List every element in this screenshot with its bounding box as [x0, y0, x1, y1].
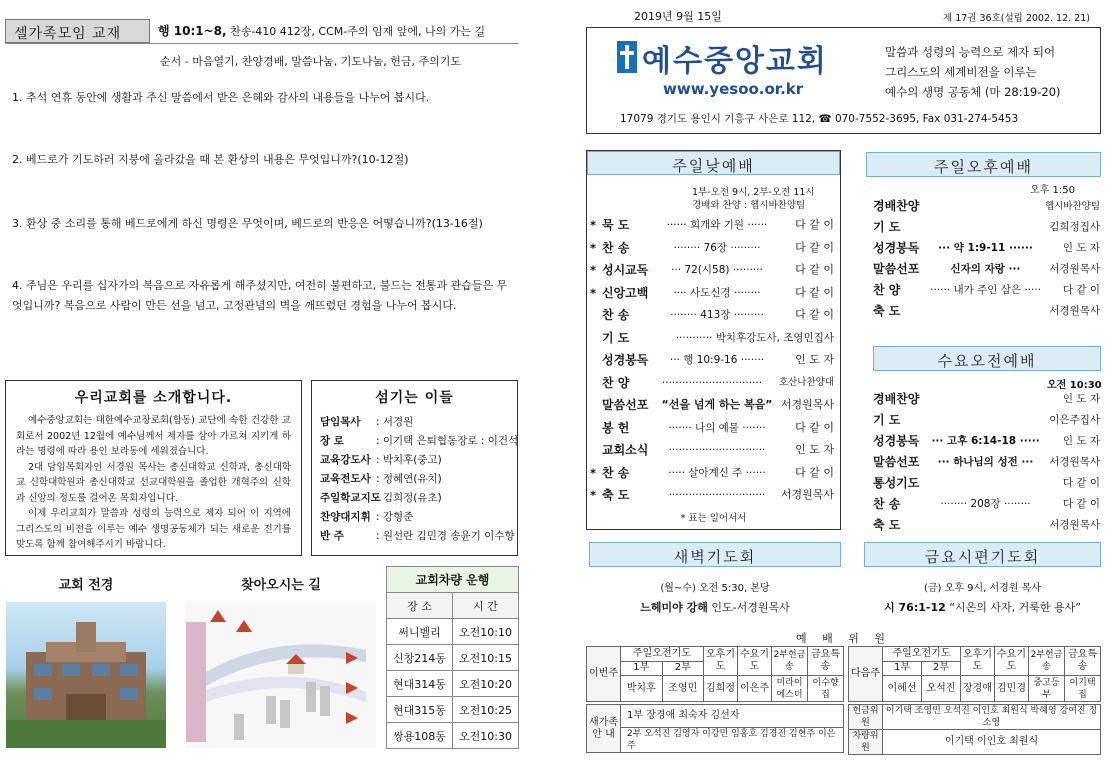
cell-verse-songs: 찬송-410 412장, CCM-주의 임재 앞에, 나의 가는 길 [226, 25, 486, 38]
bus-time: 오전10:25 [452, 697, 518, 723]
order-label: 찬 송 [602, 308, 630, 322]
order-label: 찬 송 [602, 240, 630, 255]
head-offering-song: 2부헌금송 [1029, 647, 1065, 676]
bus-head-place: 장 소 [387, 593, 453, 619]
committee-cell: 박치후 [621, 676, 663, 702]
order-leader: 서경원목사 [780, 398, 834, 411]
order-row [873, 238, 1100, 259]
order-content: ······ 회개와 기원 ······ [666, 219, 768, 231]
order-row [590, 214, 834, 237]
friday-prayer-verse: 시 76:1-12 [884, 601, 946, 614]
server-name: : 이기택 은퇴협동장로 : 이건석 [376, 435, 519, 447]
wednesday-order-list [873, 389, 1100, 536]
friday-prayer-text [864, 599, 1101, 615]
order-leader: 다 같 이 [795, 218, 834, 231]
committee-this-week-table [586, 646, 844, 702]
order-content: ······· 나의 예물 ······· [668, 421, 766, 434]
stand-mark: * [590, 263, 597, 277]
stand-mark: * [590, 465, 597, 480]
question-1: 1. 추석 연휴 동안에 생활과 주신 말씀에서 받은 은혜와 감사의 내용들을 나누어 봅시다. [12, 91, 430, 104]
order-label: 말씀선포 [873, 455, 920, 469]
motto-line: 말씀과 성령의 능력으로 제자 되어 [885, 45, 1056, 59]
map-title: 찾아오시는 길 [241, 578, 321, 593]
server-row [320, 508, 509, 527]
photo-title: 교회 전경 [58, 578, 114, 593]
order-label: 경배찬양 [873, 199, 920, 213]
server-row [320, 451, 509, 470]
dawn-prayer-text [589, 599, 841, 615]
committee-cell: 이수향집 [808, 676, 844, 702]
cross-logo-icon [617, 41, 637, 73]
dawn-prayer-header [589, 542, 841, 567]
table-row [387, 645, 519, 671]
committee-cell: 이은주 [738, 676, 772, 702]
order-content: ··· 고후 6:14-18 ····· [931, 435, 1040, 447]
new-family-part1: 1부 장경애 최숙자 김선자 [621, 705, 844, 728]
motto-line: 예수의 생명 공동체 (마 28:19-20) [885, 85, 1061, 99]
church-intro-paragraph: 이제 우리교회가 말씀과 성령의 능력으로 제자 되어 이 지역에 그리스도의 비전을 이루는 예수 생명공동체가 되는 새로운 전기를 맞도록 함께 참여해주시기 바랍니다. [16, 508, 291, 550]
order-content: ····· 살아계신 주 ······ [668, 466, 766, 479]
head-part1: 1부 [621, 661, 663, 676]
order-leader: 서경원목사 [1049, 456, 1100, 468]
order-row [873, 389, 1100, 410]
afternoon-service-title: 주일오후예배 [934, 158, 1033, 176]
order-row [873, 494, 1100, 515]
table-row [387, 723, 519, 749]
church-intro-paragraph: 예수중앙교회는 대한예수교장로회(합동) 교단에 속한 건강한 교회로서 2002년 12월에 예수님께서 제자를 삼아 가르쳐 지키게 하라는 명령에 따라 용인 보라동에 세워졌습니다. [16, 415, 291, 457]
order-content: 신자의 자랑 ··· [950, 263, 1021, 275]
stand-mark: * [590, 218, 597, 232]
server-role: 찬양대지휘 [320, 511, 371, 523]
order-row [590, 304, 834, 327]
server-name: : 강형준 [376, 511, 414, 523]
bulletin-date: 2019년 9월 15일 [634, 10, 722, 23]
server-row [320, 527, 515, 546]
stand-mark: * [590, 285, 597, 300]
counter-members: 이기택 조영민 오석진 이인호 최원식 박혜영 강여진 정소영 [883, 705, 1101, 730]
order-leader: 다 같 이 [795, 285, 834, 299]
stand-mark: * [590, 240, 597, 255]
order-label: 묵 도 [602, 218, 630, 232]
friday-prayer-header [864, 542, 1101, 567]
order-leader: 인 도 자 [795, 353, 834, 366]
order-content: ······························ [661, 376, 763, 389]
question-4: 4. 주님은 우리를 십자가의 복음으로 자유롭게 해주셨지만, 여전히 불편하고, 불드는 전통과 관습들은 무엇입니까? 복음으로 사람이 만든 선을 넘고, 고정관념의 벽을 깨뜨렸던 경험을 나누어 봅시다. [12, 279, 508, 312]
church-name: 예수중앙교회 [642, 44, 828, 79]
order-label: 찬 송 [602, 465, 630, 480]
order-label: 찬 양 [602, 375, 630, 390]
head-fri-song: 금요특송 [1065, 647, 1101, 676]
church-building-image [6, 602, 166, 748]
church-intro-paragraph: 2대 담임목회자인 서경원 목사는 총신대학교 신학과, 총신대학교 신학대학원과 총신대학교 선교대학원을 졸업한 개혁주의 신학과 신앙의 정도를 걸어온 목회자입니다. [16, 461, 291, 504]
order-content: ··· 72(시58) ········· [671, 264, 763, 276]
afternoon-service-header [866, 152, 1101, 177]
cell-verse [158, 22, 485, 39]
sunday-order-list [590, 214, 834, 507]
afternoon-time: 오후 1:50 [1030, 185, 1075, 196]
order-leader: 다 같 이 [1062, 284, 1100, 296]
friday-prayer-title: 금요시편기도회 [924, 548, 1041, 566]
bus-place: 써니벨리 [387, 619, 453, 645]
order-label: 기 도 [602, 330, 630, 345]
bus-time: 오전10:15 [452, 645, 518, 671]
church-intro-box [5, 380, 302, 556]
friday-prayer-time: (금) 오후 9시, 서경원 목사 [924, 583, 1041, 594]
new-family-label: 새가족 안 내 [587, 705, 621, 753]
order-label: 축 도 [873, 518, 901, 532]
order-label: 축 도 [602, 488, 630, 502]
committee-cell: 조영민 [662, 676, 704, 702]
order-row [873, 515, 1100, 536]
committee-cell: 중고등부 [1029, 676, 1065, 702]
order-label: 경배찬양 [873, 392, 920, 406]
servers-box [311, 380, 518, 556]
order-label: 말씀선포 [873, 262, 920, 276]
server-row [320, 489, 509, 508]
order-content: ··· 약 1:9-11 ······ [938, 242, 1033, 254]
counter-table [848, 704, 1101, 755]
order-leader: 서경원목사 [780, 488, 834, 501]
bus-place: 현대315동 [387, 697, 453, 723]
bus-schedule-title: 교회차량 운행 [387, 567, 519, 593]
head-wed-prayer: 수요기도 [738, 647, 772, 676]
bus-time: 오전10:20 [452, 671, 518, 697]
order-row [873, 301, 1100, 322]
dawn-prayer-leader: 인도-서경원목사 [707, 601, 790, 614]
order-label: 축 도 [873, 304, 901, 318]
server-row [320, 432, 519, 451]
committee-cell: 오석진 [922, 676, 961, 702]
committee-cell: 이기택집 [1065, 676, 1101, 702]
stand-mark: * [590, 488, 597, 502]
servers-title: 섬기는 이들 [375, 390, 454, 406]
bus-time: 오전10:10 [452, 619, 518, 645]
head-am-prayer: 주일오전기도 [621, 647, 704, 662]
committee-title: 예 배 위 원 [796, 632, 891, 645]
church-motto [885, 42, 1061, 102]
head-pm-prayer: 오후기도 [961, 647, 995, 676]
order-content: ········ 76장 ········· [673, 241, 761, 254]
order-row [873, 452, 1100, 473]
head-part2: 2부 [662, 661, 704, 676]
wednesday-service-header [873, 346, 1101, 371]
order-leader: 다 같 이 [795, 240, 834, 254]
committee-cell: 장경애 [961, 676, 995, 702]
order-leader: 다 같 이 [795, 308, 834, 321]
head-part2: 2부 [922, 661, 961, 676]
order-row [590, 282, 834, 305]
bus-time: 오전10:30 [452, 723, 518, 749]
order-row [873, 280, 1100, 301]
order-leader: 다 같 이 [795, 263, 834, 276]
church-url[interactable]: www.yesoo.or.kr [663, 80, 804, 98]
order-content: ····························· [668, 444, 766, 456]
bus-place: 쌍용108동 [387, 723, 453, 749]
head-offering-song: 2부헌금송 [772, 647, 808, 676]
bus-place: 현대314동 [387, 671, 453, 697]
order-label: 기 도 [873, 413, 901, 427]
sunday-times: 1부-오전 9시, 2부-오전 11시 [692, 187, 815, 198]
cell-title: 셀가족모임 교재 [5, 19, 150, 43]
order-row [590, 462, 834, 485]
order-row [873, 259, 1100, 280]
friday-prayer-title-text: “시온의 사자, 거룩한 용사” [945, 601, 1081, 614]
server-role: 교육강도사 [320, 454, 371, 466]
committee-cell: 김민경 [995, 676, 1029, 702]
order-label: 성경봉독 [602, 353, 649, 367]
server-role: 반 주 [320, 530, 344, 542]
order-content: ······ 내가 주인 삼은 ····· [930, 284, 1042, 296]
question-3: 3. 환상 중 소리를 통해 베드로에게 하신 명령은 무엇이며, 베드로의 반응은 어떻습니까?(13-16절) [12, 217, 483, 230]
server-role: 담임목사 [320, 416, 361, 428]
order-label: 기 도 [873, 220, 901, 234]
order-label: 성경봉독 [873, 434, 920, 448]
order-leader: 다 같 이 [1062, 498, 1100, 510]
server-role: 주일학교지도 [320, 492, 381, 504]
table-row [387, 619, 519, 645]
order-content: ········ 208장 ········ [940, 498, 1031, 510]
next-week-label: 다음주 [849, 647, 883, 702]
committee-cell: 김희정 [704, 676, 738, 702]
head-fri-song: 금요특송 [808, 647, 844, 676]
sunday-praise-team: 경배와 찬양 : 헵시바찬양팀 [692, 200, 806, 211]
stand-note: * 표는 일어서서 [680, 513, 747, 524]
order-leader: 다 같 이 [795, 465, 834, 479]
head-part1: 1부 [883, 661, 922, 676]
order-content: ···· 사도신경 ········ [673, 286, 761, 299]
new-family-part2: 2부 오석진 김영자 이강민 임홍호 김경진 김현주 이은주 [621, 728, 844, 753]
church-intro-title: 우리교회를 소개합니다. [74, 390, 233, 406]
question-2: 2. 베드로가 기도하러 지붕에 올라갔을 때 본 환상의 내용은 무엇입니까?(10-12절) [12, 153, 409, 166]
order-label: 통성기도 [873, 476, 920, 490]
dawn-prayer-time: (월~수) 오전 5:30, 본당 [660, 583, 770, 594]
new-family-table [586, 704, 844, 753]
map-image [186, 602, 376, 748]
committee-next-week-table [848, 646, 1101, 702]
order-leader: 김희정집사 [1049, 221, 1100, 233]
order-content: ··········· 박치후강도사, 조영민집사 [675, 331, 834, 344]
server-role: 장 로 [320, 435, 344, 447]
dawn-prayer-title: 새벽기도회 [673, 548, 757, 566]
order-leader: 인 도 자 [1062, 435, 1100, 447]
order-row [590, 439, 834, 462]
church-photo [6, 602, 166, 748]
order-leader: 서경원목사 [1049, 305, 1100, 317]
order-content: ··· 하나님의 성전 ··· [937, 456, 1034, 468]
order-row [590, 484, 834, 507]
committee-cell: 미라이 에스더 [772, 676, 808, 702]
vehicle-members: 이기택 이인호 최원식 [883, 730, 1101, 755]
church-address: 17079 경기도 용인시 기흥구 사은로 112, ☎ 070-7552-3695, Fax 031-274-5453 [620, 113, 1019, 125]
order-leader: 호산나찬양대 [778, 376, 834, 388]
head-pm-prayer: 오후기도 [704, 647, 738, 676]
order-label: 말씀선포 [602, 398, 649, 412]
sunday-service-header [587, 151, 840, 175]
order-leader: 인 도 자 [795, 443, 834, 456]
server-name: : 정혜연(유치) [376, 473, 442, 485]
server-role: 교육전도사 [320, 473, 371, 485]
cell-verse-main: 행 10:1~8, [158, 24, 227, 38]
order-row [590, 394, 834, 417]
table-row [387, 697, 519, 723]
order-content: ········ 413장 ········· [670, 309, 764, 321]
order-leader: 서경원목사 [1049, 519, 1100, 531]
head-am-prayer: 주일오전기도 [883, 647, 961, 662]
committee-cell: 이혜선 [883, 676, 922, 702]
head-wed-prayer: 수요기도 [995, 647, 1029, 676]
bus-place: 신창214동 [387, 645, 453, 671]
server-row [320, 413, 509, 432]
afternoon-order-list [873, 196, 1100, 322]
order-label: 찬 송 [873, 497, 901, 511]
server-name: : 박치후(중고) [376, 454, 442, 466]
sunday-service-title: 주일낮예배 [672, 157, 755, 175]
order-leader: 서경원목사 [1049, 263, 1100, 275]
order-label: 신앙고백 [602, 285, 649, 300]
wednesday-time: 오전 10:30 [1047, 380, 1102, 391]
bus-head-time: 시 간 [452, 593, 518, 619]
server-name: : 김희정(유초) [376, 492, 442, 504]
server-row [320, 470, 509, 489]
vehicle-label: 차량위원 [849, 730, 883, 755]
dawn-prayer-topic: 느헤미야 강해 [640, 601, 708, 614]
order-row [590, 259, 834, 282]
order-row [873, 431, 1100, 452]
order-row [873, 410, 1100, 431]
wednesday-service-title: 수요오전예배 [937, 352, 1037, 370]
order-content: ····························· [668, 489, 766, 501]
server-name: : 서경원 [376, 416, 414, 428]
order-label: 성시교독 [602, 263, 649, 277]
bulletin-issue: 제 17권 36호(설립 2002. 12. 21) [943, 13, 1090, 24]
order-row [873, 473, 1100, 494]
order-leader: 헵시바찬양팀 [1044, 201, 1100, 212]
cell-header [5, 18, 518, 44]
order-leader: 다 같 이 [1062, 477, 1100, 489]
motto-line: 그리스도의 세계비전을 이루는 [885, 65, 1037, 79]
server-name: : 원선란 김민경 송윤기 이수향 [376, 530, 515, 542]
order-row [873, 217, 1100, 238]
order-row [873, 196, 1100, 217]
directions-map [186, 602, 376, 748]
order-label: 교회소식 [602, 443, 649, 457]
order-leader: 다 같 이 [795, 420, 834, 434]
order-label: 봉 헌 [602, 420, 630, 435]
order-row [590, 417, 834, 440]
order-row [590, 372, 834, 395]
order-leader: 이은주집사 [1049, 414, 1100, 426]
order-row [590, 327, 834, 350]
order-content: ··· 행 10:9-16 ······· [669, 354, 765, 366]
order-leader: 인 도 자 [1062, 393, 1100, 405]
table-row [387, 671, 519, 697]
bus-schedule-table [386, 566, 519, 749]
order-row [590, 349, 834, 372]
order-label: 성경봉독 [873, 241, 920, 255]
this-week-label: 이번주 [587, 647, 621, 702]
order-label: 찬 양 [873, 283, 901, 297]
order-leader: 인 도 자 [1062, 242, 1100, 254]
order-row [590, 237, 834, 260]
meeting-order: 순서 - 마음열기, 찬양경배, 말씀나눔, 기도나눔, 헌금, 주의기도 [160, 55, 461, 68]
counter-label: 헌금위원 [849, 705, 883, 730]
order-content: “선을 넘게 하는 복음” [661, 398, 773, 411]
